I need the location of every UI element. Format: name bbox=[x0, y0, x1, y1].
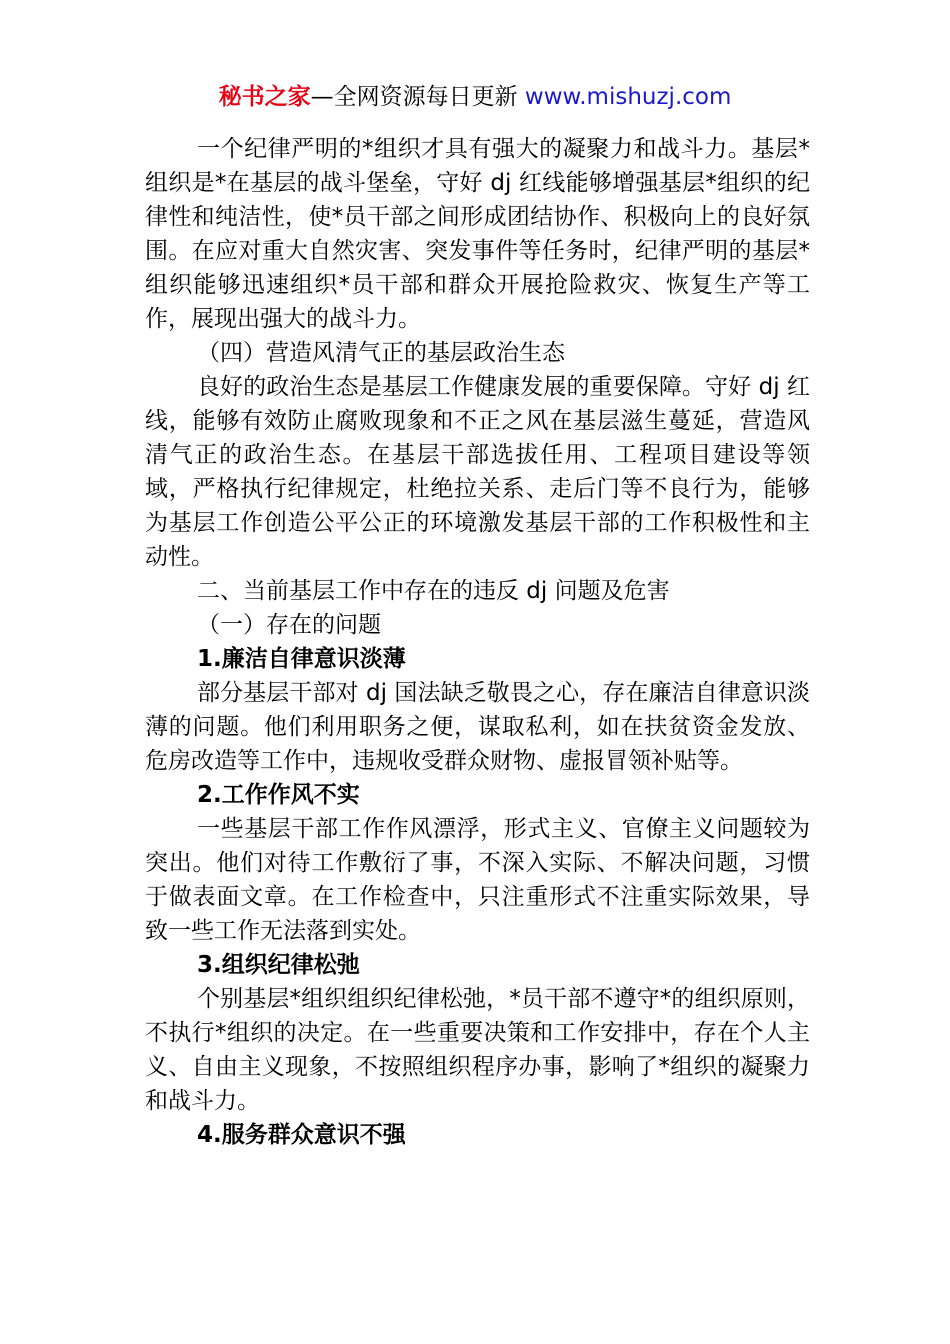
paragraph-discipline-cohesion: 一个纪律严明的*组织才具有强大的凝聚力和战斗力。基层*组织是*在基层的战斗堡垒，守好 dj 红线能够增强基层*组织的纪律性和纯洁性，使*员干部之间形成团结协作、积极向上的良好氛围。在应对重大自然灾害、突发事件等任务时，纪律严明的基层*组织能够迅速组织*员干部和群众开展抢险救灾、恢复生产等工作，展现出强大的战斗力。 bbox=[145, 136, 810, 332]
document-body bbox=[145, 132, 810, 1152]
paragraph-organizational-discipline: 个别基层*组织组织纪律松弛，*员干部不遵守*的组织原则，不执行*组织的决定。在一些重要决策和工作安排中，存在个人主义、自由主义现象，不按照组织程序办事，影响了*组织的凝聚力和战斗力。 bbox=[145, 986, 810, 1114]
paragraph-work-style: 一些基层干部工作作风漂浮，形式主义、官僚主义问题较为突出。他们对待工作敷衍了事，不深入实际、不解决问题，习惯于做表面文章。在工作检查中，只注重形式不注重实际效果，导致一些工作无法落到实处。 bbox=[145, 816, 810, 944]
heading-integrity-awareness: 1.廉洁自律意识淡薄 bbox=[197, 646, 406, 672]
brand-name: 秘书之家 bbox=[218, 84, 311, 110]
heading-work-style: 2.工作作风不实 bbox=[197, 782, 360, 808]
subheading-existing-problems: （一）存在的问题 bbox=[197, 612, 381, 638]
paragraph-political-ecology: 良好的政治生态是基层工作健康发展的重要保障。守好 dj 红线，能够有效防止腐败现象和不正之风在基层滋生蔓延，营造风清气正的政治生态。在基层干部选拔任用、工程项目建设等领域，严格执行纪律规定，杜绝拉关系、走后门等不良行为，能够为基层工作创造公平公正的环境激发基层干部的工作积极性和主动性。 bbox=[145, 374, 810, 570]
heading-service-awareness: 4.服务群众意识不强 bbox=[197, 1122, 406, 1148]
paragraph-integrity-awareness: 部分基层干部对 dj 国法缺乏敬畏之心，存在廉洁自律意识淡薄的问题。他们利用职务之便，谋取私利，如在扶贫资金发放、危房改造等工作中，违规收受群众财物、虚报冒领补贴等。 bbox=[145, 680, 810, 774]
heading-political-ecology: （四）营造风清气正的基层政治生态 bbox=[197, 340, 565, 366]
site-header bbox=[0, 80, 950, 114]
header-tagline: —全网资源每日更新 bbox=[310, 84, 525, 110]
site-url-link[interactable]: www.mishuzj.com bbox=[524, 84, 732, 110]
section-heading-problems: 二、当前基层工作中存在的违反 dj 问题及危害 bbox=[197, 578, 670, 604]
heading-organizational-discipline: 3.组织纪律松弛 bbox=[197, 952, 360, 978]
